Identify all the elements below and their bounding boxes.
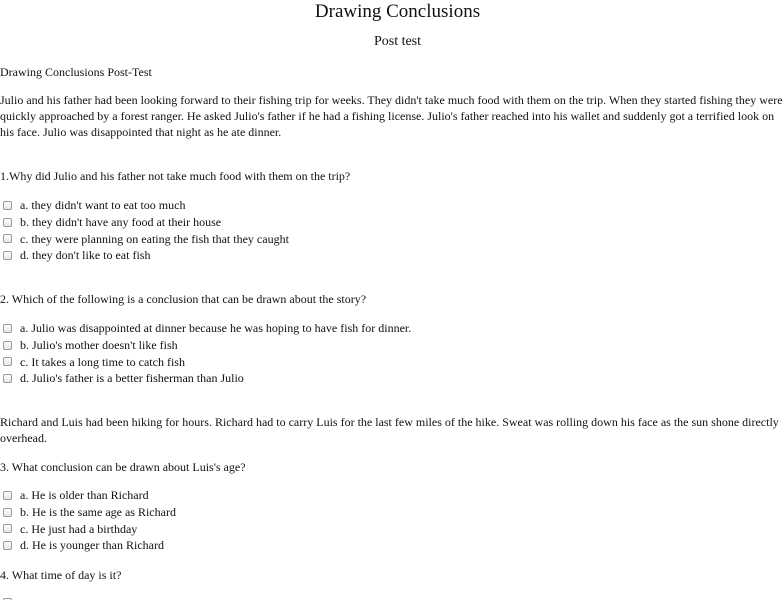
option-label: a. He is older than Richard bbox=[20, 488, 149, 503]
question-2-option-a[interactable] bbox=[0, 320, 411, 337]
question-1-option-c[interactable] bbox=[0, 230, 289, 247]
option-label: c. He just had a birthday bbox=[20, 521, 138, 536]
checkbox[interactable] bbox=[3, 218, 12, 227]
passage-1: Julio and his father had been looking forward to their fishing trip for weeks. They didn't take much food with them on the trip. When they started fishing they were quickly approached by a forest ranger. He asked Julio's father if he had a fishing license. Julio's father reached into his wallet and suddenly got a terrified look on his face. Julio was disappointed that night as he ate dinner. bbox=[0, 93, 783, 139]
question-1: 1.Why did Julio and his father not take much food with them on the trip? bbox=[0, 169, 351, 183]
option-label: b. He is the same age as Richard bbox=[20, 505, 176, 520]
checkbox[interactable] bbox=[3, 524, 12, 533]
option-label: a. Julio was disappointed at dinner because he was hoping to have fish for dinner. bbox=[20, 321, 412, 336]
question-2-option-b[interactable] bbox=[0, 337, 411, 354]
question-1-options bbox=[0, 197, 289, 264]
option-label: c. It takes a long time to catch fish bbox=[20, 354, 185, 369]
passage-2: Richard and Luis had been hiking for hours. Richard had to carry Luis for the last few miles of the hike. Sweat was rolling down his face as the sun shone directly overhead. bbox=[0, 415, 779, 445]
question-3-option-b[interactable] bbox=[0, 504, 176, 521]
checkbox[interactable] bbox=[3, 541, 12, 550]
checkbox[interactable] bbox=[3, 201, 12, 210]
option-label: d. He is younger than Richard bbox=[20, 538, 164, 553]
checkbox[interactable] bbox=[3, 491, 12, 500]
question-3-option-d[interactable] bbox=[0, 537, 176, 554]
option-label: c. they were planning on eating the fish that they caught bbox=[20, 231, 289, 246]
option-label: b. Julio's mother doesn't like fish bbox=[20, 338, 178, 353]
option-label: d. they don't like to eat fish bbox=[20, 248, 151, 263]
checkbox[interactable] bbox=[3, 251, 12, 260]
option-label: d. Julio's father is a better fisherman than Julio bbox=[20, 371, 244, 386]
question-3-option-c[interactable] bbox=[0, 520, 176, 537]
checkbox[interactable] bbox=[3, 374, 12, 383]
checkbox[interactable] bbox=[3, 341, 12, 350]
checkbox[interactable] bbox=[3, 357, 12, 366]
question-4-options bbox=[0, 594, 20, 600]
question-4: 4. What time of day is it? bbox=[0, 568, 122, 582]
checkbox[interactable] bbox=[3, 234, 12, 243]
question-2-options bbox=[0, 320, 411, 387]
page-subtitle: Post test bbox=[373, 34, 422, 49]
question-3-options bbox=[0, 487, 176, 554]
test-name: Drawing Conclusions Post-Test bbox=[0, 65, 152, 79]
question-2-option-c[interactable] bbox=[0, 353, 411, 370]
option-label: b. they didn't have any food at their house bbox=[20, 215, 222, 230]
page-title: Drawing Conclusions bbox=[314, 1, 481, 22]
option-label: a. they didn't want to eat too much bbox=[20, 198, 186, 213]
checkbox[interactable] bbox=[3, 324, 12, 333]
question-2-option-d[interactable] bbox=[0, 370, 411, 387]
question-2: 2. Which of the following is a conclusion that can be drawn about the story? bbox=[0, 292, 367, 306]
question-3-option-a[interactable] bbox=[0, 487, 176, 504]
question-3: 3. What conclusion can be drawn about Luis's age? bbox=[0, 460, 246, 474]
question-4-option-a[interactable] bbox=[0, 594, 20, 600]
question-1-option-a[interactable] bbox=[0, 197, 289, 214]
checkbox[interactable] bbox=[3, 508, 12, 517]
question-1-option-b[interactable] bbox=[0, 214, 289, 231]
question-1-option-d[interactable] bbox=[0, 247, 289, 264]
